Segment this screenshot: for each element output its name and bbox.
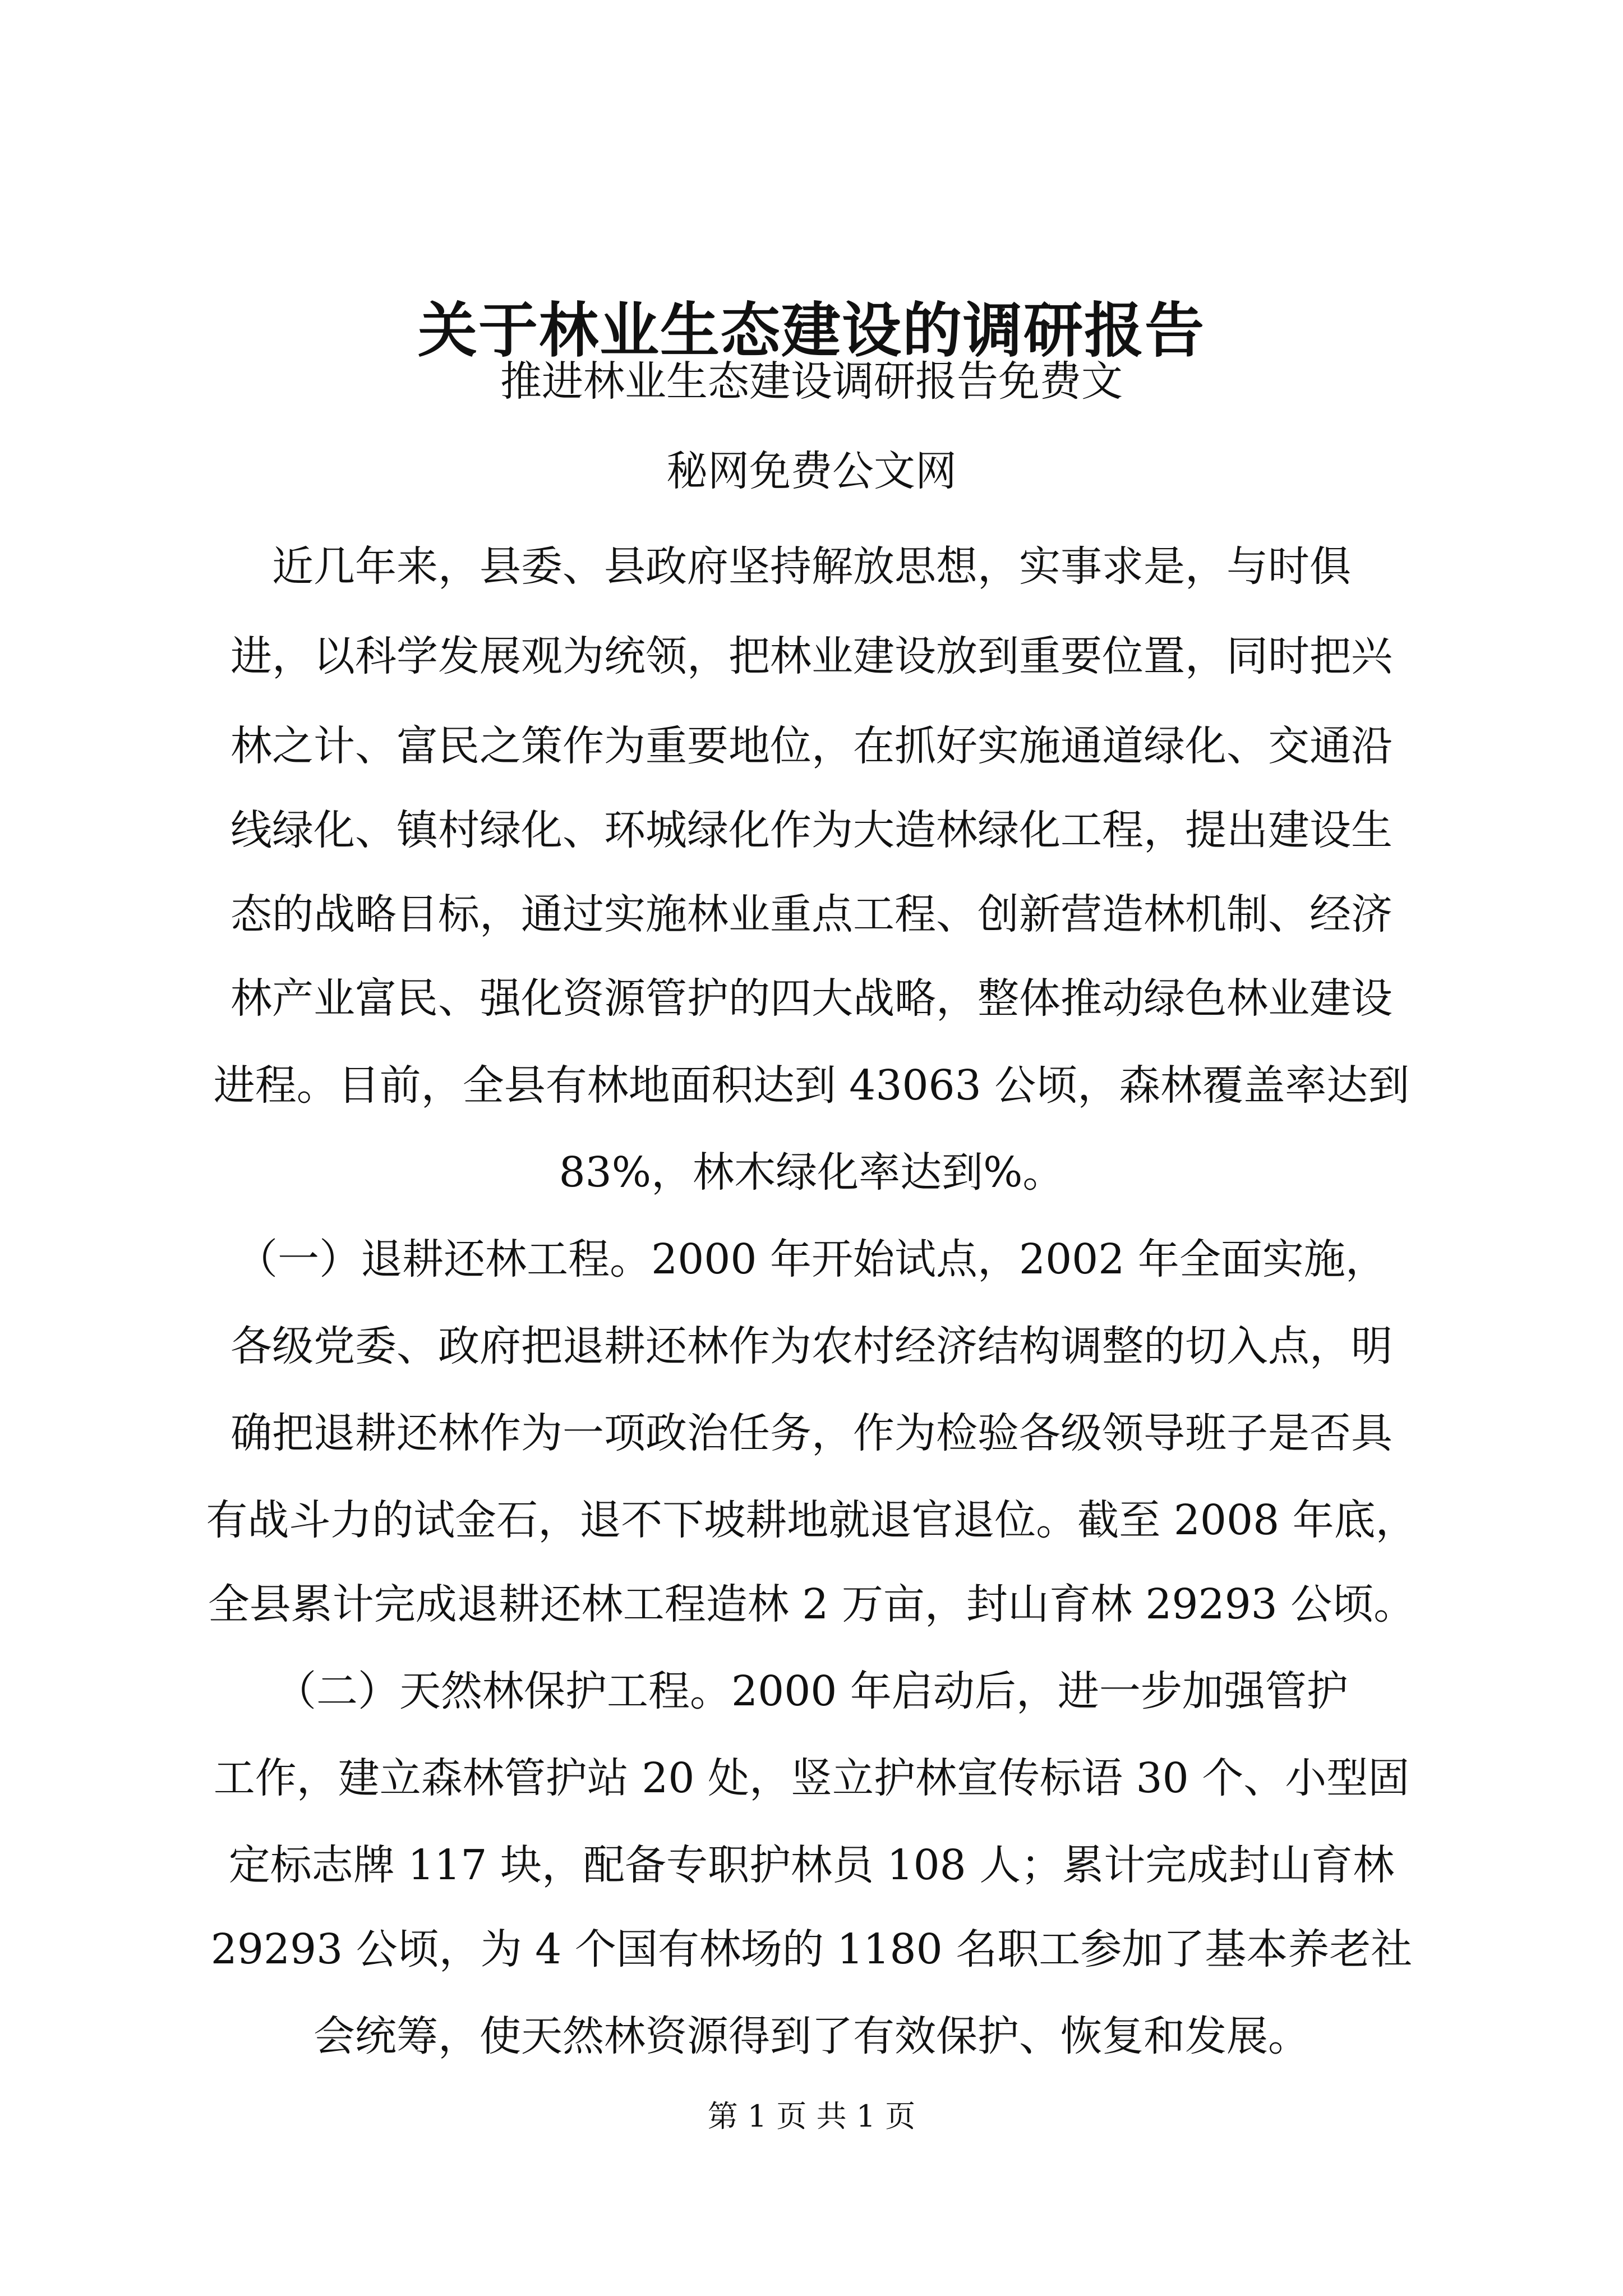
paragraph-3-line-2: 工作，建立森林管护站 20 处，竖立护林宣传标语 30 个、小型固	[213, 1754, 1410, 1802]
paragraph-3-line-5: 会统筹，使天然林资源得到了有效保护、恢复和发展。	[313, 2012, 1310, 2060]
paragraph-3-line-1: （二）天然林保护工程。2000 年启动后，进一步加强管护	[275, 1667, 1348, 1715]
paragraph-1-line-5: 态的战略目标，通过实施林业重点工程、创新营造林机制、经济	[230, 890, 1393, 938]
page-title: 关于林业生态建设的调研报告	[418, 296, 1205, 365]
paragraph-1-line-4: 线绿化、镇村绿化、环城绿化作为大造林绿化工程，提出建设生	[230, 806, 1393, 854]
paragraph-1-line-3: 林之计、富民之策作为重要地位，在抓好实施通道绿化、交通沿	[230, 722, 1393, 770]
paragraph-2-line-5: 全县累计完成退耕还林工程造林 2 万亩，封山育林 29293 公顷。	[208, 1580, 1415, 1628]
paragraph-1-line-1: 近几年来，县委、县政府坚持解放思想，实事求是，与时俱	[272, 542, 1351, 591]
paragraph-3-line-3: 定标志牌 117 块，配备专职护林员 108 人；累计完成封山育林	[228, 1841, 1395, 1889]
paragraph-1-line-8: 83%，林木绿化率达到%。	[559, 1148, 1064, 1197]
paragraph-3-line-4: 29293 公顷，为 4 个国有林场的 1180 名职工参加了基本养老社	[210, 1925, 1413, 1973]
paragraph-2-line-1: （一）退耕还林工程。2000 年开始试点，2002 年全面实施，	[236, 1235, 1387, 1283]
subtitle-line-2: 秘网免费公文网	[666, 447, 957, 495]
paragraph-2-line-4: 有战斗力的试金石，退不下坡耕地就退官退位。截至 2008 年底，	[206, 1496, 1417, 1544]
paragraph-1-line-6: 林产业富民、强化资源管护的四大战略，整体推动绿色林业建设	[230, 974, 1393, 1023]
paragraph-1-line-7: 进程。目前，全县有林地面积达到 43063 公顷，森林覆盖率达到	[213, 1061, 1410, 1110]
page-footer: 第 1 页 共 1 页	[707, 2099, 916, 2134]
paragraph-2-line-2: 各级党委、政府把退耕还林作为农村经济结构调整的切入点，明	[230, 1322, 1393, 1370]
paragraph-2-line-3: 确把退耕还林作为一项政治任务，作为检验各级领导班子是否具	[230, 1409, 1393, 1457]
paragraph-1-line-2: 进，以科学发展观为统领，把林业建设放到重要位置，同时把兴	[230, 632, 1393, 680]
subtitle-line-1: 推进林业生态建设调研报告免费文	[500, 357, 1123, 406]
